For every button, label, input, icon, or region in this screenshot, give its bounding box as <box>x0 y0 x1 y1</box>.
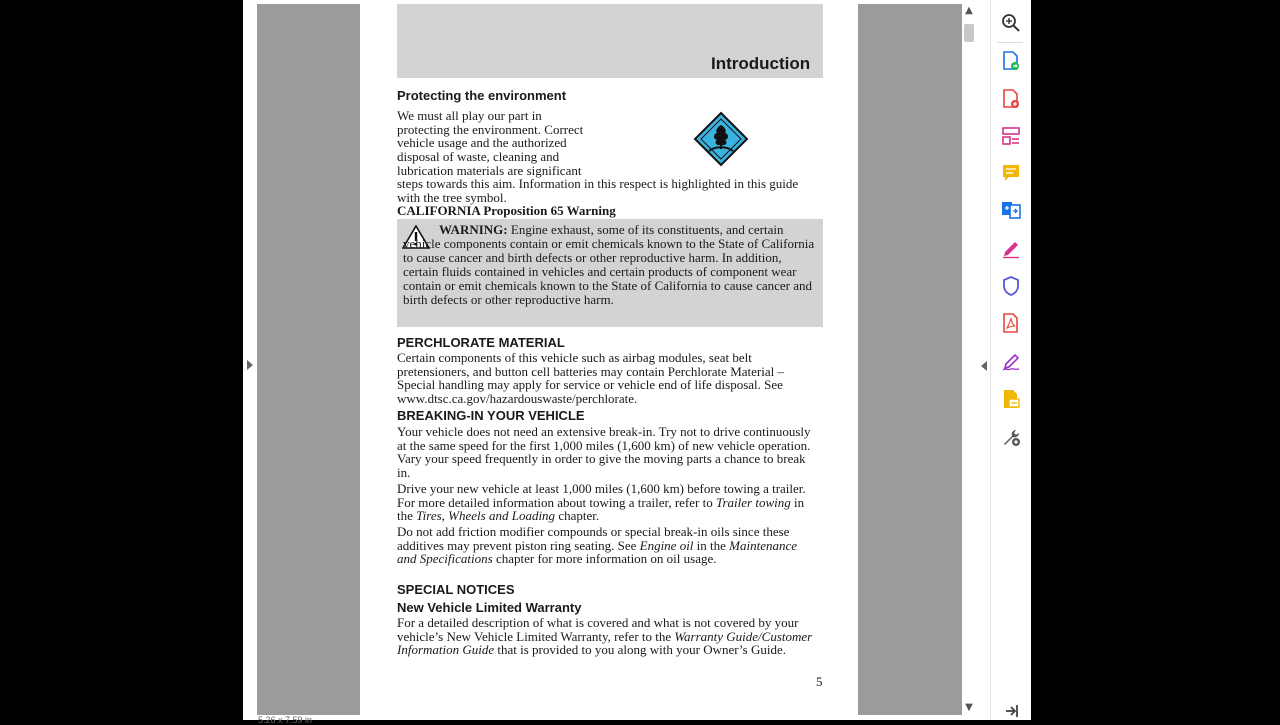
warranty-paragraph <box>397 616 823 657</box>
section-heading-breaking-in: BREAKING-IN YOUR VEHICLE <box>397 408 585 423</box>
environment-paragraph-rest: steps towards this aim. Information in this respect is highlighted in this guide with the tree symbol. <box>397 176 799 205</box>
warning-label: WARNING: <box>439 222 508 237</box>
breaking-in-paragraph-3 <box>397 525 817 566</box>
scan-icon[interactable] <box>1000 388 1022 410</box>
text-run: Do not add friction modifier compounds or special break-in oils since these additives may prevent piston ring seating. See <box>397 524 790 553</box>
protect-icon[interactable] <box>1000 275 1022 297</box>
warning-body: Engine exhaust, some of its constituents, and certain vehicle components contain or emit chemicals known to the State of California to cause cancer and birth defects or other reproductive harm. In addition, certain fluids contained in vehicles and certain products of component wear contain or emit chemicals known to the State of California to cause cancer and birth defects or other reproductive harm. <box>403 222 815 307</box>
create-pdf-icon[interactable] <box>1000 88 1022 110</box>
section-heading-environment: Protecting the environment <box>397 88 567 103</box>
scroll-up-arrow-icon[interactable]: ▲ <box>965 5 973 16</box>
scroll-down-arrow-icon[interactable]: ▼ <box>965 702 973 713</box>
combine-files-icon[interactable] <box>1000 199 1022 221</box>
more-tools-icon[interactable] <box>1000 426 1022 448</box>
left-panel-toggle[interactable] <box>247 360 253 370</box>
organize-pages-icon[interactable] <box>1000 125 1022 147</box>
scrollbar-thumb[interactable] <box>964 24 974 42</box>
vertical-scrollbar[interactable] <box>962 0 976 718</box>
collapse-panel-icon[interactable] <box>1000 700 1022 722</box>
text-line: disposal of waste, cleaning and <box>397 149 560 165</box>
comment-icon[interactable] <box>1000 162 1022 184</box>
text-run: chapter for more information on oil usage. <box>492 551 717 567</box>
text-run: in the <box>693 537 730 553</box>
breaking-in-paragraph-1: Your vehicle does not need an extensive break-in. Try not to drive continuously at the same speed for the first 1,000 miles (1,600 km) of new vehicle operation. Vary your speed frequently in order to give the moving parts a chance to break in. <box>397 424 811 481</box>
text-run: chapter. <box>555 508 600 524</box>
fill-sign-icon[interactable] <box>1000 237 1022 259</box>
text-run: in the <box>397 494 805 524</box>
warning-text <box>403 223 819 306</box>
section-heading-special-notices: SPECIAL NOTICES <box>397 582 515 597</box>
sign-icon[interactable] <box>1000 350 1022 372</box>
section-heading-california: CALIFORNIA Proposition 65 Warning <box>397 203 616 218</box>
text-line: lubrication materials are significant <box>397 162 582 178</box>
export-pdf-icon[interactable] <box>1000 50 1022 72</box>
page-number: 5 <box>816 674 823 689</box>
text-run: Drive your new vehicle at least 1,000 miles (1,600 km) before towing a trailer. For more detailed information about towing a trailer, refer to <box>397 481 806 510</box>
tree-symbol-icon <box>693 111 749 167</box>
zoom-icon[interactable] <box>1000 12 1022 34</box>
pdf-icon[interactable] <box>1000 312 1022 334</box>
text-run: that is provided to you along with your Owner’s Guide. <box>494 642 786 658</box>
reference-warranty-guide: Warranty Guide/Customer Information Guide <box>397 628 813 658</box>
breaking-in-paragraph-2 <box>397 482 817 523</box>
perchlorate-paragraph: Certain components of this vehicle such as airbag modules, seat belt pretensioners, and button cell batteries may contain Perchlorate Material – Special handling may apply for service or vehicle end of life disposal. See www.dtsc.ca.gov/hazardouswaste/perchlorate. <box>397 350 784 407</box>
toolbar-divider <box>997 42 1023 43</box>
reference-engine-oil: Engine oil <box>639 537 694 553</box>
reference-trailer-towing: Trailer towing <box>715 494 791 510</box>
reference-maintenance-chapter: Maintenance and Specifications <box>397 537 798 567</box>
text-line: protecting the environment. Correct <box>397 121 584 137</box>
text-line: vehicle usage and the authorized <box>397 135 567 151</box>
text-line: We must all play our part in <box>397 108 542 123</box>
reference-tires-chapter: Tires, Wheels and Loading <box>416 508 556 524</box>
chapter-title: Introduction <box>711 54 811 73</box>
section-heading-perchlorate: PERCHLORATE MATERIAL <box>397 335 565 350</box>
page-size-readout: 5.26 x 7.59 in <box>258 715 313 725</box>
text-run: For a detailed description of what is covered and what is not covered by your vehicle’s New Vehicle Limited Warranty, refer to the <box>397 615 799 644</box>
environment-paragraph-top <box>397 109 627 178</box>
subheading-warranty: New Vehicle Limited Warranty <box>397 600 582 615</box>
right-panel-toggle[interactable] <box>981 361 987 371</box>
